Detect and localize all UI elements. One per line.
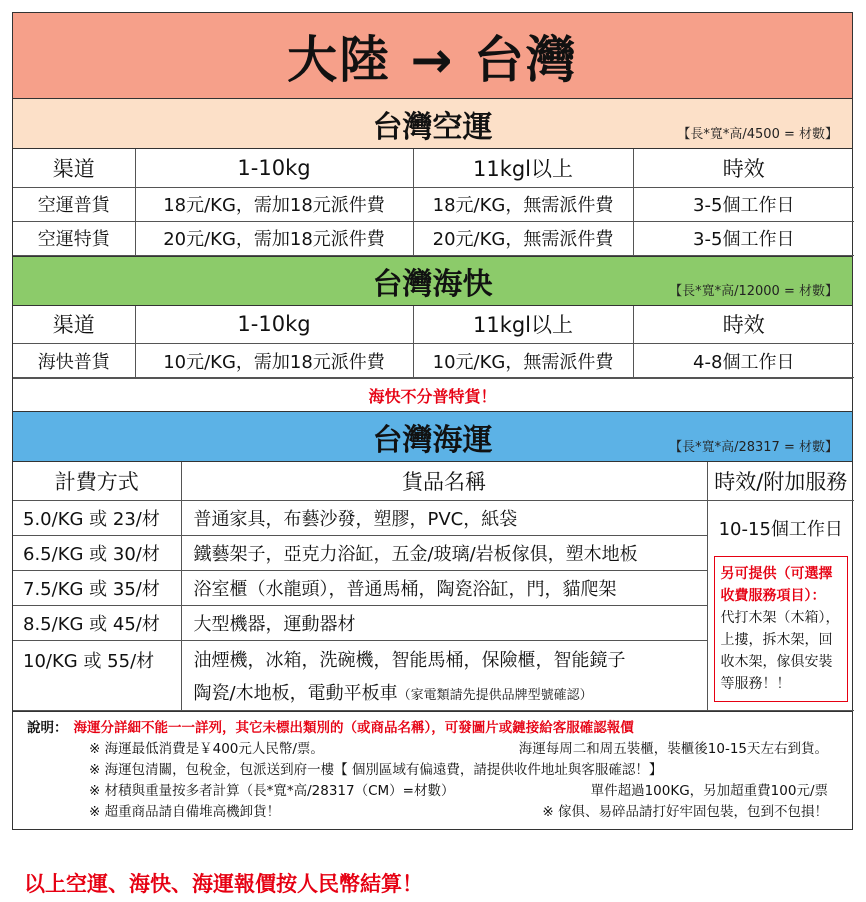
table-cell: 3-5個工作日 <box>633 187 854 221</box>
sea-heading: 台灣海運 <box>372 422 493 458</box>
extra-services-title: 另可提供（可選擇收費服務項目）： <box>720 565 833 604</box>
note-text: 海運每周二和周五裝櫃，裝櫃後10-15天左右到貨。 <box>518 740 828 757</box>
price-cell: 8.5/KG 或 45/材 <box>13 605 181 640</box>
extra-services-box <box>714 556 849 702</box>
air-section-header <box>13 99 852 149</box>
fast-note: 海快不分普特貨！ <box>13 378 852 412</box>
goods-note: （家電類請先提供品牌型號確認） <box>397 687 593 703</box>
table-cell: 海快普貨 <box>13 344 135 378</box>
fast-formula: 【長*寬*高/12000 = 材數】 <box>669 283 838 299</box>
column-header: 1-10kg <box>135 306 413 344</box>
table-cell: 18元/KG，需加18元派件費 <box>135 187 413 221</box>
sea-rate-table <box>13 462 854 711</box>
table-cell: 空運普貨 <box>13 187 135 221</box>
table-cell: 20元/KG，無需派件費 <box>413 221 633 255</box>
note-text: ※ 海運包清關，包稅金，包派送到府一樓【 個別區域有偏遠費，請提供收件地址與客服確認！】 <box>89 761 663 778</box>
column-header: 11kgl以上 <box>413 149 633 187</box>
table-cell: 空運特貨 <box>13 221 135 255</box>
table-row <box>13 187 854 221</box>
goods-cell: 浴室櫃（水龍頭），普通馬桶，陶瓷浴缸，門，貓爬架 <box>181 570 707 605</box>
price-cell: 10/KG 或 55/材 <box>13 640 181 710</box>
column-header: 渠道 <box>13 306 135 344</box>
table-row <box>13 500 854 535</box>
fast-section-header <box>13 256 852 306</box>
air-heading: 台灣空運 <box>372 109 493 145</box>
column-header: 時效 <box>633 306 854 344</box>
note-text: ※ 傢俱、易碎品請打好牢固包裝，包到不包損！ <box>542 803 828 820</box>
column-header: 貨品名稱 <box>181 462 707 500</box>
goods-line: 陶瓷/木地板，電動平板車 <box>193 682 398 704</box>
column-header: 1-10kg <box>135 149 413 187</box>
table-header-row <box>13 149 854 187</box>
table-header-row <box>13 462 854 500</box>
notes-lead-text: 海運分詳細不能一一詳列，其它未標出類別的（或商品名稱），可發圖片或鏈接給客服確認報價 <box>73 719 634 736</box>
fast-heading: 台灣海快 <box>372 266 493 302</box>
column-header: 時效 <box>633 149 854 187</box>
table-cell: 4-8個工作日 <box>633 344 854 378</box>
column-header: 時效/附加服務 <box>707 462 854 500</box>
note-text: ※ 海運最低消費是￥400元人民幣/票。 <box>89 740 324 757</box>
price-cell: 5.0/KG 或 23/材 <box>13 500 181 535</box>
note-line <box>27 781 842 802</box>
column-header: 計費方式 <box>13 462 181 500</box>
notes-lead <box>27 718 842 739</box>
sea-delivery-time: 10-15個工作日 <box>718 519 843 540</box>
air-rate-table <box>13 149 854 256</box>
note-text: 單件超過100KG，另加超重費100元/票 <box>590 782 828 799</box>
price-sheet <box>12 12 853 830</box>
column-header: 11kgl以上 <box>413 306 633 344</box>
notes-label: 說明： <box>27 719 68 736</box>
table-cell: 18元/KG，無需派件費 <box>413 187 633 221</box>
service-cell <box>707 500 854 710</box>
note-text: ※ 材積與重量按多者計算（長*寬*高/28317（CM）=材數） <box>89 782 455 799</box>
table-cell: 3-5個工作日 <box>633 221 854 255</box>
table-row <box>13 344 854 378</box>
price-cell: 6.5/KG 或 30/材 <box>13 535 181 570</box>
notes-section <box>13 711 852 829</box>
goods-cell: 鐵藝架子，亞克力浴缸，五金/玻璃/岩板傢俱，塑木地板 <box>181 535 707 570</box>
goods-cell-continued <box>181 678 707 710</box>
goods-cell: 大型機器，運動器材 <box>181 605 707 640</box>
page-title: 大陸 → 台灣 <box>13 13 852 99</box>
footer-note: 以上空運、海快、海運報價按人民幣結算！ <box>24 872 423 896</box>
note-line <box>27 760 842 781</box>
note-line <box>27 739 842 760</box>
table-row <box>13 221 854 255</box>
air-formula: 【長*寬*高/4500 = 材數】 <box>677 127 838 142</box>
table-cell: 20元/KG，需加18元派件費 <box>135 221 413 255</box>
price-cell: 7.5/KG 或 35/材 <box>13 570 181 605</box>
extra-services-body: 代打木架（木箱），上摟，拆木架，回收木架，傢俱安裝等服務！！ <box>720 609 840 692</box>
table-header-row <box>13 306 854 344</box>
goods-cell: 油煙機，冰箱，洗碗機，智能馬桶，保險櫃，智能鏡子 <box>181 640 707 678</box>
sea-section-header <box>13 412 852 462</box>
note-line <box>27 802 842 823</box>
note-text: ※ 超重商品請自備堆高機卸貨！ <box>89 803 281 820</box>
goods-cell: 普通家具，布藝沙發，塑膠，PVC，紙袋 <box>181 500 707 535</box>
sea-formula: 【長*寬*高/28317 = 材數】 <box>669 440 838 455</box>
fast-rate-table <box>13 306 854 379</box>
table-cell: 10元/KG，無需派件費 <box>413 344 633 378</box>
column-header: 渠道 <box>13 149 135 187</box>
table-cell: 10元/KG，需加18元派件費 <box>135 344 413 378</box>
